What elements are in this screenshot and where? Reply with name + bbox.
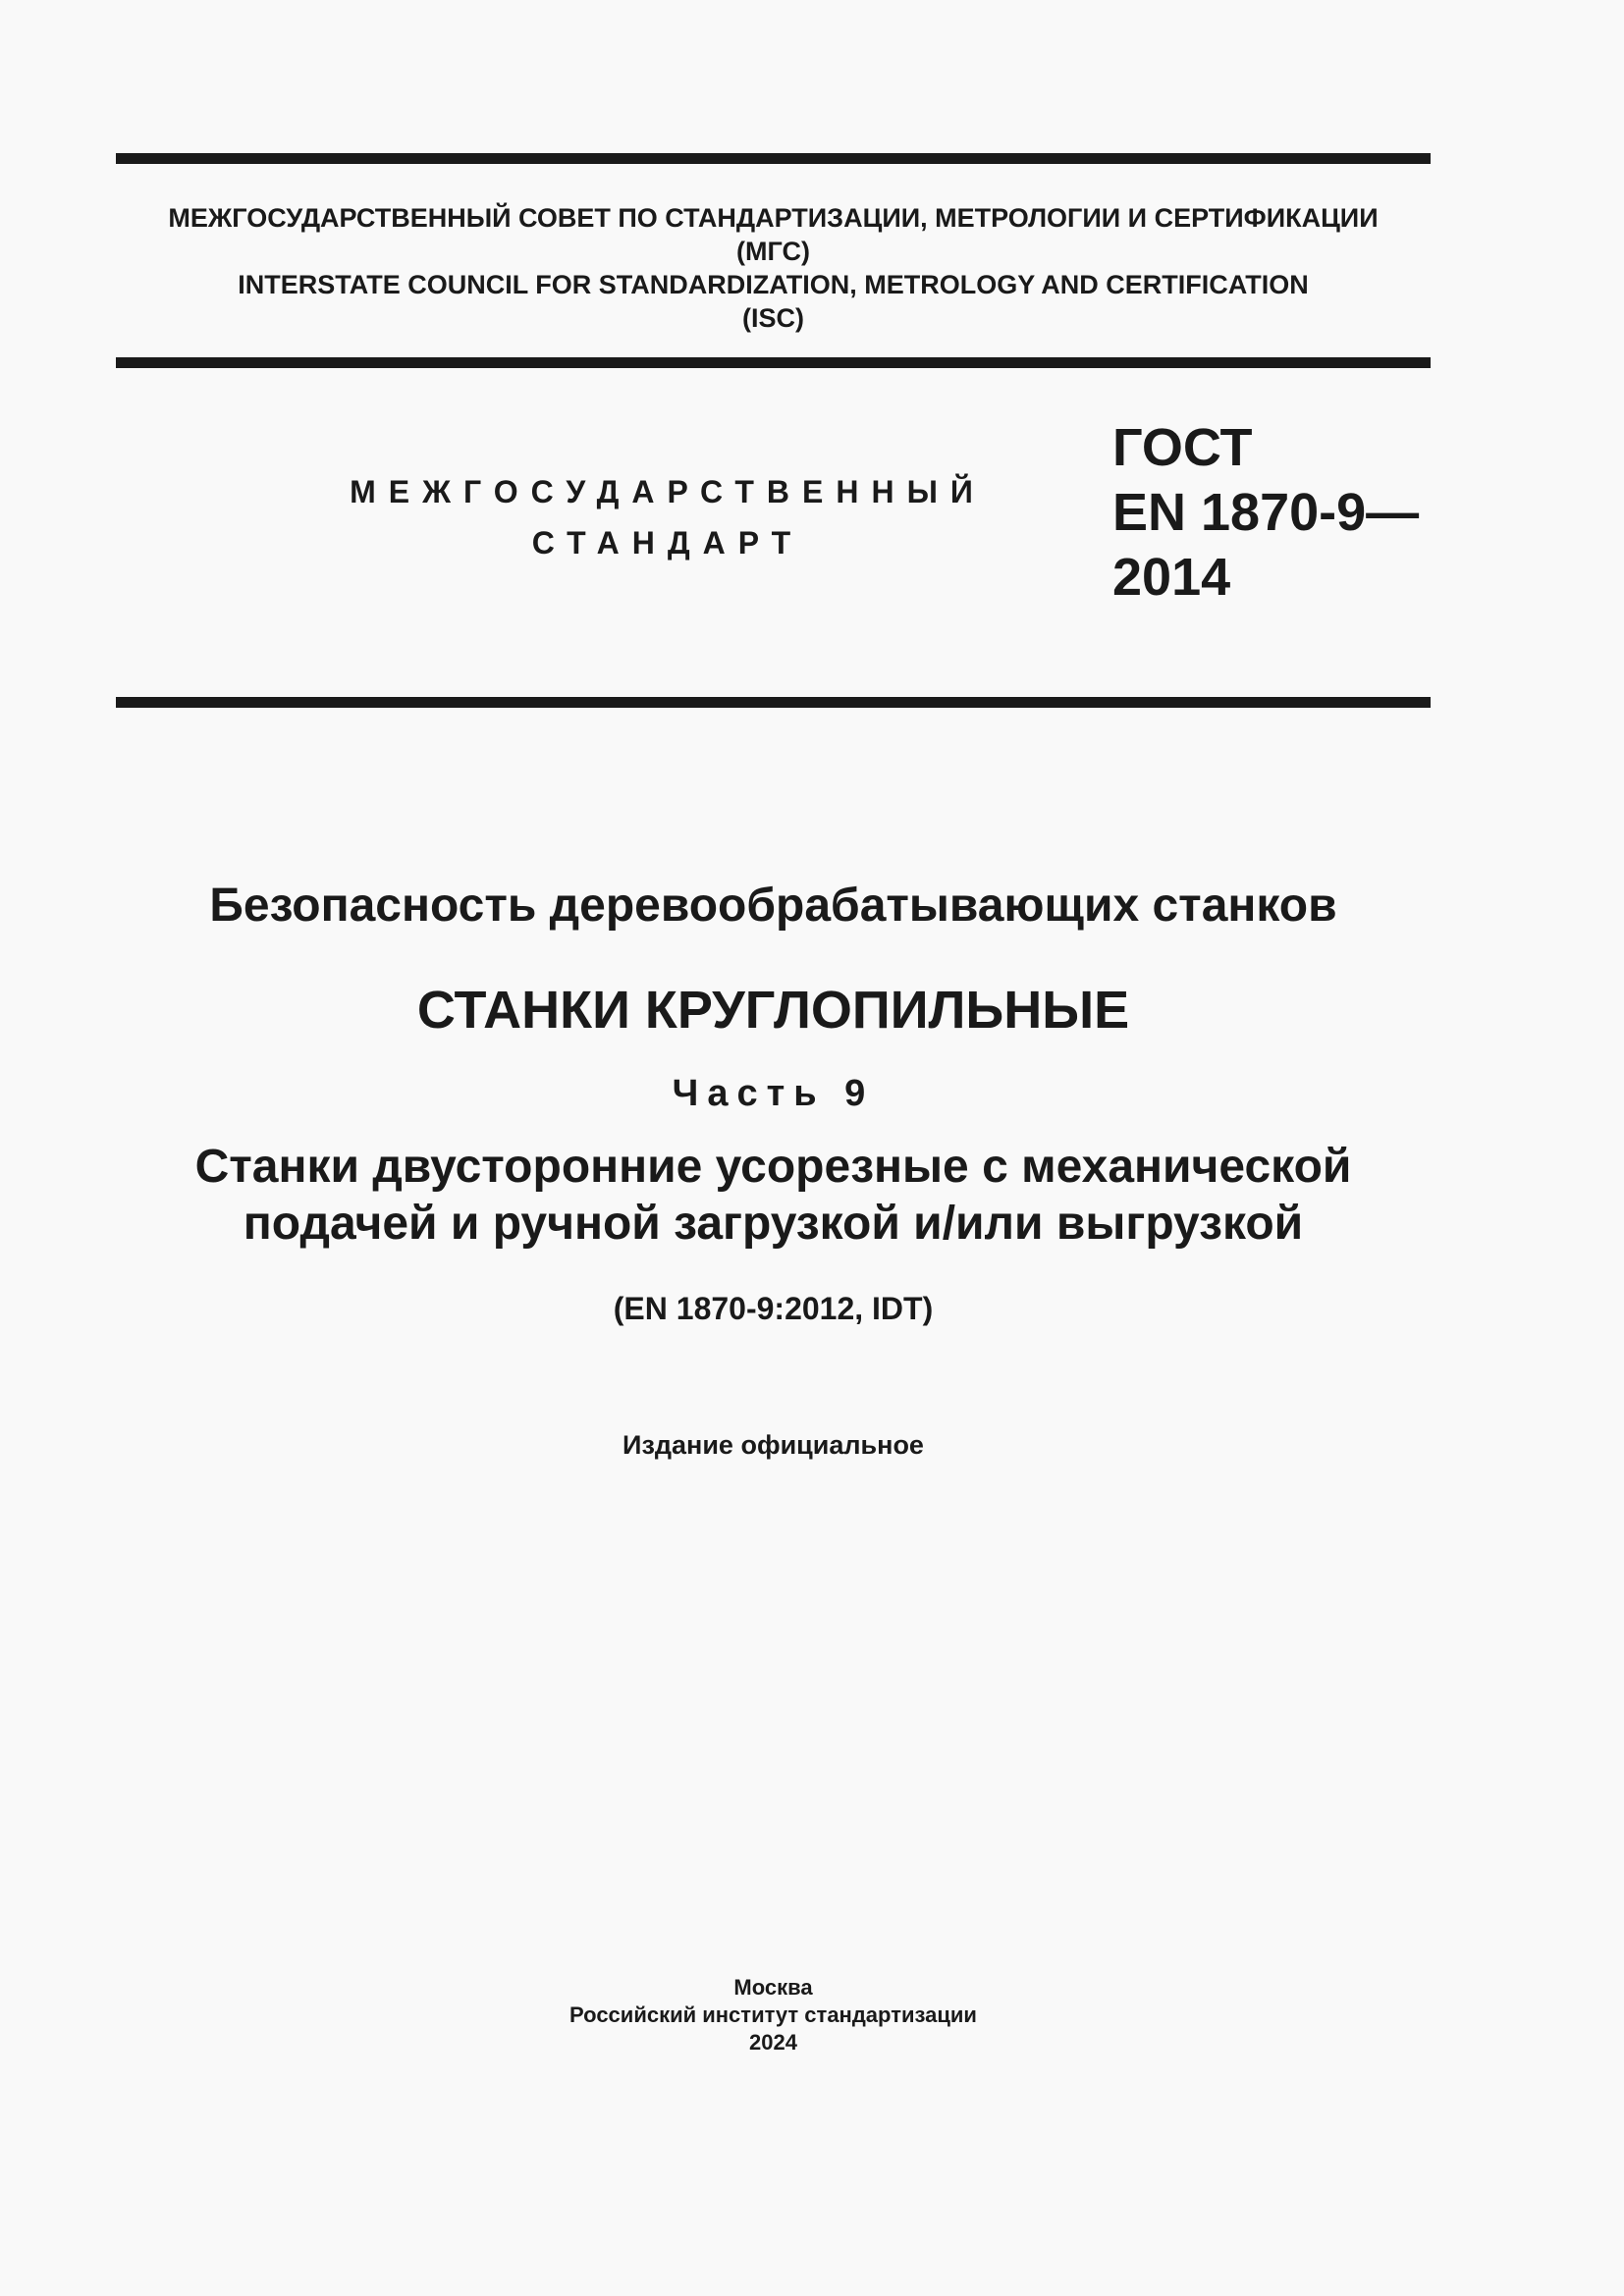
footer-year: 2024 <box>749 2030 797 2055</box>
standard-label-line1: МЕЖГОСУДАРСТВЕННЫЙ <box>350 474 986 509</box>
council-abbr-en: (ISC) <box>742 303 804 333</box>
title-part: Часть 9 <box>672 1073 875 1114</box>
title-main: СТАНКИ КРУГЛОПИЛЬНЫЕ <box>416 981 1130 1040</box>
standard-designation <box>1112 415 1419 610</box>
footer-publisher: Российский институт стандартизации <box>569 2002 977 2027</box>
council-name-ru: МЕЖГОСУДАРСТВЕННЫЙ СОВЕТ ПО СТАНДАРТИЗАЦИИ, МЕТРОЛОГИИ И СЕРТИФИКАЦИИ <box>168 203 1379 233</box>
designation-line2: EN 1870-9— <box>1112 483 1420 542</box>
standard-label-line2: СТАНДАРТ <box>531 525 804 561</box>
subtitle-line1: Станки двусторонние усорезные с механической <box>194 1141 1352 1193</box>
publisher-footer <box>116 1974 1431 2056</box>
council-abbr-ru: (МГС) <box>736 237 810 266</box>
title-subtitle <box>116 1139 1431 1253</box>
title-safety: Безопасность деревообрабатывающих станков <box>209 880 1337 932</box>
designation-line1: ГОСТ <box>1112 418 1253 477</box>
footer-city: Москва <box>733 1975 813 2000</box>
council-header <box>116 201 1431 335</box>
designation-rule <box>116 697 1431 708</box>
en-reference: (EN 1870-9:2012, IDT) <box>613 1291 934 1326</box>
edition-label: Издание официальное <box>623 1430 924 1460</box>
header-rule <box>116 357 1431 368</box>
council-name-en: INTERSTATE COUNCIL FOR STANDARDIZATION, METROLOGY AND CERTIFICATION <box>238 270 1309 299</box>
designation-line3: 2014 <box>1112 548 1231 607</box>
top-rule <box>116 153 1431 164</box>
subtitle-line2: подачей и ручной загрузкой и/или выгрузкой <box>243 1198 1304 1250</box>
